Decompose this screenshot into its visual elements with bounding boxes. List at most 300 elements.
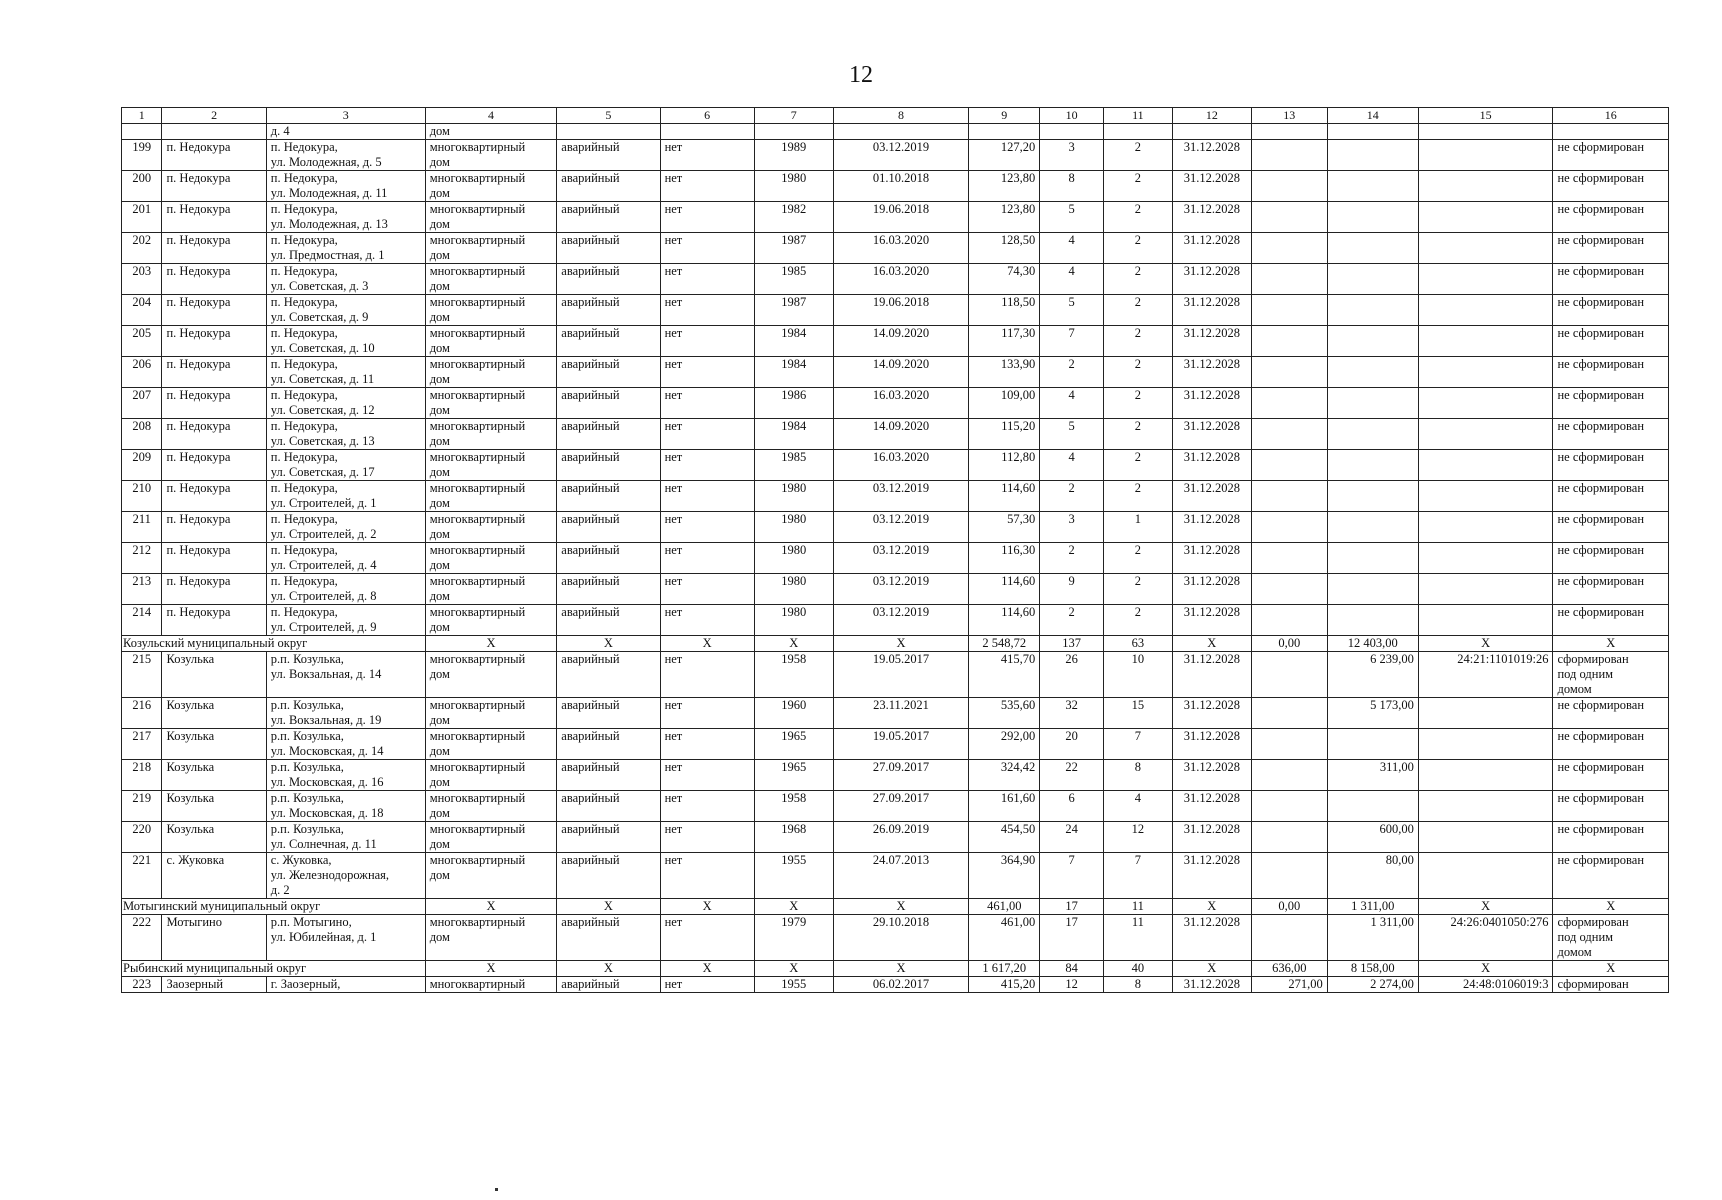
cell-area: 364,90 <box>969 853 1040 899</box>
cell-area <box>969 124 1040 140</box>
subtotal-apartments: 40 <box>1103 961 1172 977</box>
cell-settlement: п. Недокура <box>162 388 266 419</box>
cell-row-number: 206 <box>122 357 162 388</box>
cell-settlement: п. Недокура <box>162 171 266 202</box>
cell-date: 16.03.2020 <box>833 450 969 481</box>
cell-land-plot-status: не сформирован <box>1553 512 1669 543</box>
cell-date <box>833 124 969 140</box>
cell-land-plot-status: сформирован под одним домом <box>1553 915 1669 961</box>
cell-row-number: 201 <box>122 202 162 233</box>
cell-address: п. Недокура, ул. Предмостная, д. 1 <box>266 233 425 264</box>
cell-area: 112,80 <box>969 450 1040 481</box>
cell-area: 116,30 <box>969 543 1040 574</box>
cell-deadline: 31.12.2028 <box>1172 171 1251 202</box>
cell-building-type: многоквартирный дом <box>425 574 557 605</box>
cell-condition: аварийный <box>557 698 660 729</box>
subtotal-condition: X <box>557 961 660 977</box>
cell-year: 1980 <box>754 481 833 512</box>
cell-apartments: 1 <box>1103 512 1172 543</box>
subtotal-residents: 137 <box>1040 636 1104 652</box>
cell-cost-b <box>1327 481 1418 512</box>
cell-date: 03.12.2019 <box>833 543 969 574</box>
cell-date: 16.03.2020 <box>833 233 969 264</box>
cell-cost-b <box>1327 140 1418 171</box>
cell-building-type: многоквартирный дом <box>425 853 557 899</box>
cell-land-plot-status: не сформирован <box>1553 605 1669 636</box>
cell-cadastral-number <box>1418 543 1553 574</box>
cell-apartments: 2 <box>1103 543 1172 574</box>
cell-included: нет <box>660 450 754 481</box>
cell-cadastral-number <box>1418 419 1553 450</box>
subtotal-building-type: X <box>425 636 557 652</box>
cell-area: 127,20 <box>969 140 1040 171</box>
cell-row-number: 221 <box>122 853 162 899</box>
cell-included: нет <box>660 140 754 171</box>
cell-included: нет <box>660 419 754 450</box>
cell-date: 19.06.2018 <box>833 295 969 326</box>
cell-settlement: Козулька <box>162 652 266 698</box>
cell-row-number: 202 <box>122 233 162 264</box>
cell-year: 1958 <box>754 652 833 698</box>
cell-year: 1985 <box>754 264 833 295</box>
cell-date: 06.02.2017 <box>833 977 969 993</box>
cell-building-type: многоквартирный дом <box>425 388 557 419</box>
cell-cost-a <box>1251 822 1327 853</box>
cell-settlement: п. Недокура <box>162 481 266 512</box>
column-number-row <box>122 108 1669 124</box>
subtotal-year: X <box>754 899 833 915</box>
cell-condition: аварийный <box>557 419 660 450</box>
cell-date: 26.09.2019 <box>833 822 969 853</box>
cell-cadastral-number <box>1418 791 1553 822</box>
cell-building-type: многоквартирный дом <box>425 760 557 791</box>
cell-cadastral-number <box>1418 233 1553 264</box>
column-number: 2 <box>162 108 266 124</box>
cell-area: 161,60 <box>969 791 1040 822</box>
cell-included: нет <box>660 915 754 961</box>
cell-settlement: Козулька <box>162 791 266 822</box>
cell-area: 118,50 <box>969 295 1040 326</box>
cell-building-type: многоквартирный дом <box>425 326 557 357</box>
cell-building-type: многоквартирный дом <box>425 140 557 171</box>
cell-date: 27.09.2017 <box>833 791 969 822</box>
table-row <box>122 760 1669 791</box>
subtotal-land-plot-status: X <box>1553 961 1669 977</box>
cell-apartments: 2 <box>1103 295 1172 326</box>
cell-land-plot-status: не сформирован <box>1553 574 1669 605</box>
cell-included: нет <box>660 977 754 993</box>
cell-year <box>754 124 833 140</box>
cell-building-type: многоквартирный дом <box>425 202 557 233</box>
cell-deadline: 31.12.2028 <box>1172 388 1251 419</box>
cell-cost-a <box>1251 326 1327 357</box>
cell-land-plot-status: не сформирован <box>1553 140 1669 171</box>
cell-cost-b: 80,00 <box>1327 853 1418 899</box>
cell-row-number: 214 <box>122 605 162 636</box>
cell-residents: 4 <box>1040 450 1104 481</box>
cell-deadline: 31.12.2028 <box>1172 977 1251 993</box>
cell-cost-b: 600,00 <box>1327 822 1418 853</box>
cell-condition: аварийный <box>557 481 660 512</box>
table-row <box>122 977 1669 993</box>
cell-land-plot-status: не сформирован <box>1553 326 1669 357</box>
cell-deadline: 31.12.2028 <box>1172 450 1251 481</box>
cell-cadastral-number <box>1418 574 1553 605</box>
cell-included: нет <box>660 574 754 605</box>
cell-residents: 4 <box>1040 264 1104 295</box>
cell-address: р.п. Козулька, ул. Московская, д. 16 <box>266 760 425 791</box>
table-row <box>122 791 1669 822</box>
cell-condition: аварийный <box>557 652 660 698</box>
cell-address: п. Недокура, ул. Строителей, д. 8 <box>266 574 425 605</box>
subtotal-cost-b: 12 403,00 <box>1327 636 1418 652</box>
cell-settlement: Козулька <box>162 698 266 729</box>
cell-area: 114,60 <box>969 574 1040 605</box>
column-number: 3 <box>266 108 425 124</box>
cell-included: нет <box>660 481 754 512</box>
cell-row-number: 217 <box>122 729 162 760</box>
cell-settlement: п. Недокура <box>162 574 266 605</box>
cell-cost-b <box>1327 543 1418 574</box>
cell-condition: аварийный <box>557 791 660 822</box>
cell-deadline: 31.12.2028 <box>1172 140 1251 171</box>
cell-apartments: 8 <box>1103 977 1172 993</box>
cell-residents: 20 <box>1040 729 1104 760</box>
table-row <box>122 822 1669 853</box>
cell-address: р.п. Козулька, ул. Московская, д. 14 <box>266 729 425 760</box>
cell-row-number: 213 <box>122 574 162 605</box>
column-number: 13 <box>1251 108 1327 124</box>
cell-row-number: 204 <box>122 295 162 326</box>
cell-building-type: многоквартирный дом <box>425 698 557 729</box>
cell-included: нет <box>660 295 754 326</box>
cell-land-plot-status: не сформирован <box>1553 481 1669 512</box>
cell-address: п. Недокура, ул. Молодежная, д. 13 <box>266 202 425 233</box>
cell-deadline: 31.12.2028 <box>1172 760 1251 791</box>
cell-settlement: Заозерный <box>162 977 266 993</box>
cell-address: п. Недокура, ул. Молодежная, д. 11 <box>266 171 425 202</box>
cell-address: п. Недокура, ул. Советская, д. 3 <box>266 264 425 295</box>
table-row <box>122 140 1669 171</box>
cell-date: 14.09.2020 <box>833 357 969 388</box>
subtotal-area: 1 617,20 <box>969 961 1040 977</box>
cell-apartments: 2 <box>1103 140 1172 171</box>
cell-building-type: многоквартирный дом <box>425 295 557 326</box>
cell-apartments: 2 <box>1103 264 1172 295</box>
cell-land-plot-status: не сформирован <box>1553 760 1669 791</box>
cell-row-number: 200 <box>122 171 162 202</box>
cell-year: 1965 <box>754 729 833 760</box>
cell-row-number: 223 <box>122 977 162 993</box>
cell-date: 29.10.2018 <box>833 915 969 961</box>
cell-row-number: 209 <box>122 450 162 481</box>
cell-deadline: 31.12.2028 <box>1172 295 1251 326</box>
cell-year: 1982 <box>754 202 833 233</box>
subtotal-building-type: X <box>425 961 557 977</box>
column-number: 5 <box>557 108 660 124</box>
cell-date: 03.12.2019 <box>833 481 969 512</box>
cell-area: 74,30 <box>969 264 1040 295</box>
cell-cost-b: 5 173,00 <box>1327 698 1418 729</box>
cell-cost-a <box>1251 760 1327 791</box>
cell-cadastral-number: 24:21:1101019:26 <box>1418 652 1553 698</box>
cell-deadline: 31.12.2028 <box>1172 512 1251 543</box>
cell-address: р.п. Козулька, ул. Московская, д. 18 <box>266 791 425 822</box>
table-row <box>122 124 1669 140</box>
column-number: 1 <box>122 108 162 124</box>
cell-year: 1985 <box>754 450 833 481</box>
cell-deadline <box>1172 124 1251 140</box>
cell-deadline: 31.12.2028 <box>1172 357 1251 388</box>
cell-included: нет <box>660 729 754 760</box>
cell-cost-a <box>1251 450 1327 481</box>
cell-cost-b: 2 274,00 <box>1327 977 1418 993</box>
cell-address: р.п. Козулька, ул. Солнечная, д. 11 <box>266 822 425 853</box>
district-subtotal-row <box>122 961 1669 977</box>
cell-building-type: многоквартирный дом <box>425 450 557 481</box>
cell-address: р.п. Козулька, ул. Вокзальная, д. 14 <box>266 652 425 698</box>
cell-area: 454,50 <box>969 822 1040 853</box>
cell-date: 03.12.2019 <box>833 605 969 636</box>
cell-condition: аварийный <box>557 450 660 481</box>
cell-deadline: 31.12.2028 <box>1172 915 1251 961</box>
cell-cost-a <box>1251 140 1327 171</box>
cell-date: 14.09.2020 <box>833 419 969 450</box>
cell-address: р.п. Мотыгино, ул. Юбилейная, д. 1 <box>266 915 425 961</box>
district-name: Мотыгинский муниципальный округ <box>122 899 426 915</box>
cell-deadline: 31.12.2028 <box>1172 574 1251 605</box>
cell-land-plot-status: не сформирован <box>1553 729 1669 760</box>
cell-deadline: 31.12.2028 <box>1172 605 1251 636</box>
cell-apartments: 7 <box>1103 853 1172 899</box>
cell-cost-b: 1 311,00 <box>1327 915 1418 961</box>
cell-included: нет <box>660 326 754 357</box>
cell-cost-b <box>1327 202 1418 233</box>
cell-building-type: многоквартирный дом <box>425 419 557 450</box>
subtotal-included: X <box>660 961 754 977</box>
cell-building-type: многоквартирный дом <box>425 791 557 822</box>
cell-cost-b <box>1327 295 1418 326</box>
cell-row-number: 207 <box>122 388 162 419</box>
cell-row-number: 216 <box>122 698 162 729</box>
cell-condition: аварийный <box>557 977 660 993</box>
cell-residents: 5 <box>1040 202 1104 233</box>
cell-address: п. Недокура, ул. Советская, д. 9 <box>266 295 425 326</box>
cell-included: нет <box>660 605 754 636</box>
cell-area: 415,20 <box>969 977 1040 993</box>
cell-deadline: 31.12.2028 <box>1172 419 1251 450</box>
cell-date: 14.09.2020 <box>833 326 969 357</box>
cell-land-plot-status <box>1553 124 1669 140</box>
subtotal-apartments: 11 <box>1103 899 1172 915</box>
cell-deadline: 31.12.2028 <box>1172 543 1251 574</box>
cell-cadastral-number <box>1418 698 1553 729</box>
cell-cadastral-number <box>1418 264 1553 295</box>
cell-cost-b <box>1327 791 1418 822</box>
table-row <box>122 264 1669 295</box>
cell-settlement: п. Недокура <box>162 295 266 326</box>
cell-date: 23.11.2021 <box>833 698 969 729</box>
cell-condition: аварийный <box>557 326 660 357</box>
cell-settlement: п. Недокура <box>162 605 266 636</box>
cell-cadastral-number <box>1418 357 1553 388</box>
cell-apartments: 2 <box>1103 357 1172 388</box>
subtotal-cost-a: 0,00 <box>1251 636 1327 652</box>
cell-date: 03.12.2019 <box>833 574 969 605</box>
table-row <box>122 698 1669 729</box>
cell-building-type: многоквартирный дом <box>425 481 557 512</box>
cell-building-type: многоквартирный дом <box>425 605 557 636</box>
cell-cost-a <box>1251 652 1327 698</box>
subtotal-land-plot-status: X <box>1553 899 1669 915</box>
cell-year: 1980 <box>754 605 833 636</box>
table-row <box>122 450 1669 481</box>
cell-cadastral-number <box>1418 140 1553 171</box>
cell-condition: аварийный <box>557 605 660 636</box>
cell-cost-a <box>1251 202 1327 233</box>
cell-apartments: 15 <box>1103 698 1172 729</box>
cell-year: 1984 <box>754 326 833 357</box>
cell-address: п. Недокура, ул. Строителей, д. 1 <box>266 481 425 512</box>
cell-land-plot-status: сформирован <box>1553 977 1669 993</box>
cell-land-plot-status: не сформирован <box>1553 264 1669 295</box>
cell-settlement: п. Недокура <box>162 357 266 388</box>
cell-residents: 9 <box>1040 574 1104 605</box>
table-row <box>122 729 1669 760</box>
cell-apartments: 2 <box>1103 450 1172 481</box>
cell-year: 1986 <box>754 388 833 419</box>
cell-building-type: многоквартирный дом <box>425 264 557 295</box>
cell-cadastral-number <box>1418 124 1553 140</box>
cell-condition: аварийный <box>557 264 660 295</box>
cell-year: 1989 <box>754 140 833 171</box>
table-row <box>122 233 1669 264</box>
cell-date: 19.05.2017 <box>833 652 969 698</box>
cell-area: 114,60 <box>969 605 1040 636</box>
cell-area: 109,00 <box>969 388 1040 419</box>
table-row <box>122 202 1669 233</box>
cell-residents: 7 <box>1040 326 1104 357</box>
cell-land-plot-status: не сформирован <box>1553 171 1669 202</box>
cell-apartments: 2 <box>1103 419 1172 450</box>
cell-year: 1980 <box>754 543 833 574</box>
column-number: 9 <box>969 108 1040 124</box>
cell-residents: 26 <box>1040 652 1104 698</box>
cell-residents: 7 <box>1040 853 1104 899</box>
cell-building-type: многоквартирный дом <box>425 512 557 543</box>
cell-area: 128,50 <box>969 233 1040 264</box>
cell-apartments: 8 <box>1103 760 1172 791</box>
cell-cadastral-number <box>1418 295 1553 326</box>
cell-building-type: многоквартирный дом <box>425 357 557 388</box>
cell-row-number: 222 <box>122 915 162 961</box>
cell-address: п. Недокура, ул. Строителей, д. 4 <box>266 543 425 574</box>
cell-land-plot-status: сформирован под одним домом <box>1553 652 1669 698</box>
subtotal-area: 2 548,72 <box>969 636 1040 652</box>
subtotal-condition: X <box>557 636 660 652</box>
cell-row-number <box>122 124 162 140</box>
cell-deadline: 31.12.2028 <box>1172 202 1251 233</box>
cell-address: п. Недокура, ул. Молодежная, д. 5 <box>266 140 425 171</box>
subtotal-included: X <box>660 636 754 652</box>
cell-cadastral-number <box>1418 760 1553 791</box>
table-row <box>122 605 1669 636</box>
cell-apartments: 2 <box>1103 171 1172 202</box>
cell-condition: аварийный <box>557 822 660 853</box>
cell-settlement: п. Недокура <box>162 233 266 264</box>
cell-settlement: с. Жуковка <box>162 853 266 899</box>
cell-cost-a <box>1251 853 1327 899</box>
column-number: 8 <box>833 108 969 124</box>
cell-included: нет <box>660 822 754 853</box>
table-row <box>122 295 1669 326</box>
cell-included: нет <box>660 853 754 899</box>
cell-deadline: 31.12.2028 <box>1172 791 1251 822</box>
cell-year: 1980 <box>754 512 833 543</box>
cell-included: нет <box>660 760 754 791</box>
cell-settlement: Козулька <box>162 760 266 791</box>
cell-residents: 5 <box>1040 295 1104 326</box>
cell-residents <box>1040 124 1104 140</box>
cell-condition: аварийный <box>557 357 660 388</box>
cell-included: нет <box>660 264 754 295</box>
cell-area: 57,30 <box>969 512 1040 543</box>
subtotal-year: X <box>754 636 833 652</box>
column-number: 4 <box>425 108 557 124</box>
cell-address: п. Недокура, ул. Строителей, д. 2 <box>266 512 425 543</box>
cell-cadastral-number <box>1418 171 1553 202</box>
cell-cadastral-number <box>1418 202 1553 233</box>
cell-date: 24.07.2013 <box>833 853 969 899</box>
column-number: 14 <box>1327 108 1418 124</box>
table-row <box>122 388 1669 419</box>
cell-building-type: многоквартирный дом <box>425 652 557 698</box>
district-subtotal-row <box>122 899 1669 915</box>
table-row <box>122 512 1669 543</box>
cell-included: нет <box>660 543 754 574</box>
cell-included: нет <box>660 357 754 388</box>
cell-included <box>660 124 754 140</box>
subtotal-deadline: X <box>1172 899 1251 915</box>
cell-cost-b: 311,00 <box>1327 760 1418 791</box>
cell-deadline: 31.12.2028 <box>1172 822 1251 853</box>
cell-address: д. 4 <box>266 124 425 140</box>
cell-year: 1984 <box>754 419 833 450</box>
table-row <box>122 652 1669 698</box>
cell-condition <box>557 124 660 140</box>
cell-apartments: 2 <box>1103 326 1172 357</box>
cell-year: 1965 <box>754 760 833 791</box>
subtotal-cost-a: 0,00 <box>1251 899 1327 915</box>
cell-cost-b <box>1327 357 1418 388</box>
table-row <box>122 419 1669 450</box>
district-name: Рыбинский муниципальный округ <box>122 961 426 977</box>
cell-building-type: многоквартирный дом <box>425 822 557 853</box>
cell-condition: аварийный <box>557 202 660 233</box>
scan-dot <box>495 1188 498 1191</box>
cell-address: с. Жуковка, ул. Железнодорожная, д. 2 <box>266 853 425 899</box>
table-row <box>122 853 1669 899</box>
cell-deadline: 31.12.2028 <box>1172 233 1251 264</box>
cell-area: 114,60 <box>969 481 1040 512</box>
cell-area: 292,00 <box>969 729 1040 760</box>
cell-settlement: п. Недокура <box>162 202 266 233</box>
cell-area: 115,20 <box>969 419 1040 450</box>
cell-land-plot-status: не сформирован <box>1553 450 1669 481</box>
cell-settlement: п. Недокура <box>162 419 266 450</box>
cell-year: 1955 <box>754 853 833 899</box>
cell-residents: 24 <box>1040 822 1104 853</box>
